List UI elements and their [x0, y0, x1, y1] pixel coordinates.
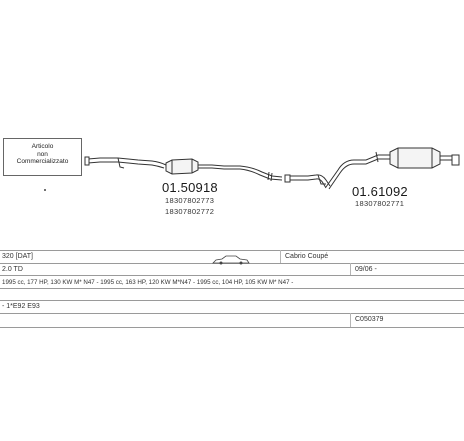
rear-silencer: [390, 148, 459, 168]
table-divider-1: [280, 250, 281, 263]
joint-clamp: [285, 175, 290, 182]
rear-pipe: [326, 155, 390, 187]
front-pipe-flange: [85, 157, 89, 165]
chassis-cell: - 1*E92 E93: [2, 303, 40, 310]
part-number-1: 01.50918: [162, 180, 218, 195]
notice-line-2: non: [37, 150, 48, 158]
car-silhouette-icon: [212, 252, 250, 270]
notice-line-3: Commercializzato: [16, 158, 69, 165]
table-divider-2: [350, 263, 351, 275]
table-divider-3: [350, 313, 351, 327]
front-pipe: [88, 158, 166, 165]
oem-number-1a: 18307802773: [165, 196, 215, 205]
model-cell: 320 [DAT]: [2, 253, 33, 260]
table-border-5: [0, 313, 464, 314]
table-border-6: [0, 327, 464, 328]
oem-number-1b: 18307802772: [165, 207, 215, 216]
notice-line-1: Articolo: [31, 143, 54, 150]
engine-cell: 2.0 TD: [2, 266, 23, 273]
specs-cell: 1995 cc, 177 HP, 130 KW M* N47 - 1995 cc, 163 HP, 120 KW M*N47 - 1995 cc, 104 HP, 105 KW M* N47 -: [2, 279, 294, 286]
body-type-cell: Cabrio Coupé: [285, 253, 329, 260]
table-border-4: [0, 300, 464, 301]
part-number-2: 01.61092: [352, 184, 408, 199]
oem-number-2a: 18307802771: [355, 199, 405, 208]
catalog-code-cell: C050379: [355, 316, 384, 323]
middle-silencer: [166, 159, 198, 174]
table-border-3: [0, 288, 464, 289]
date-cell: 09/06 -: [355, 266, 377, 273]
table-border-top: [0, 250, 464, 251]
table-border-2: [0, 275, 464, 276]
